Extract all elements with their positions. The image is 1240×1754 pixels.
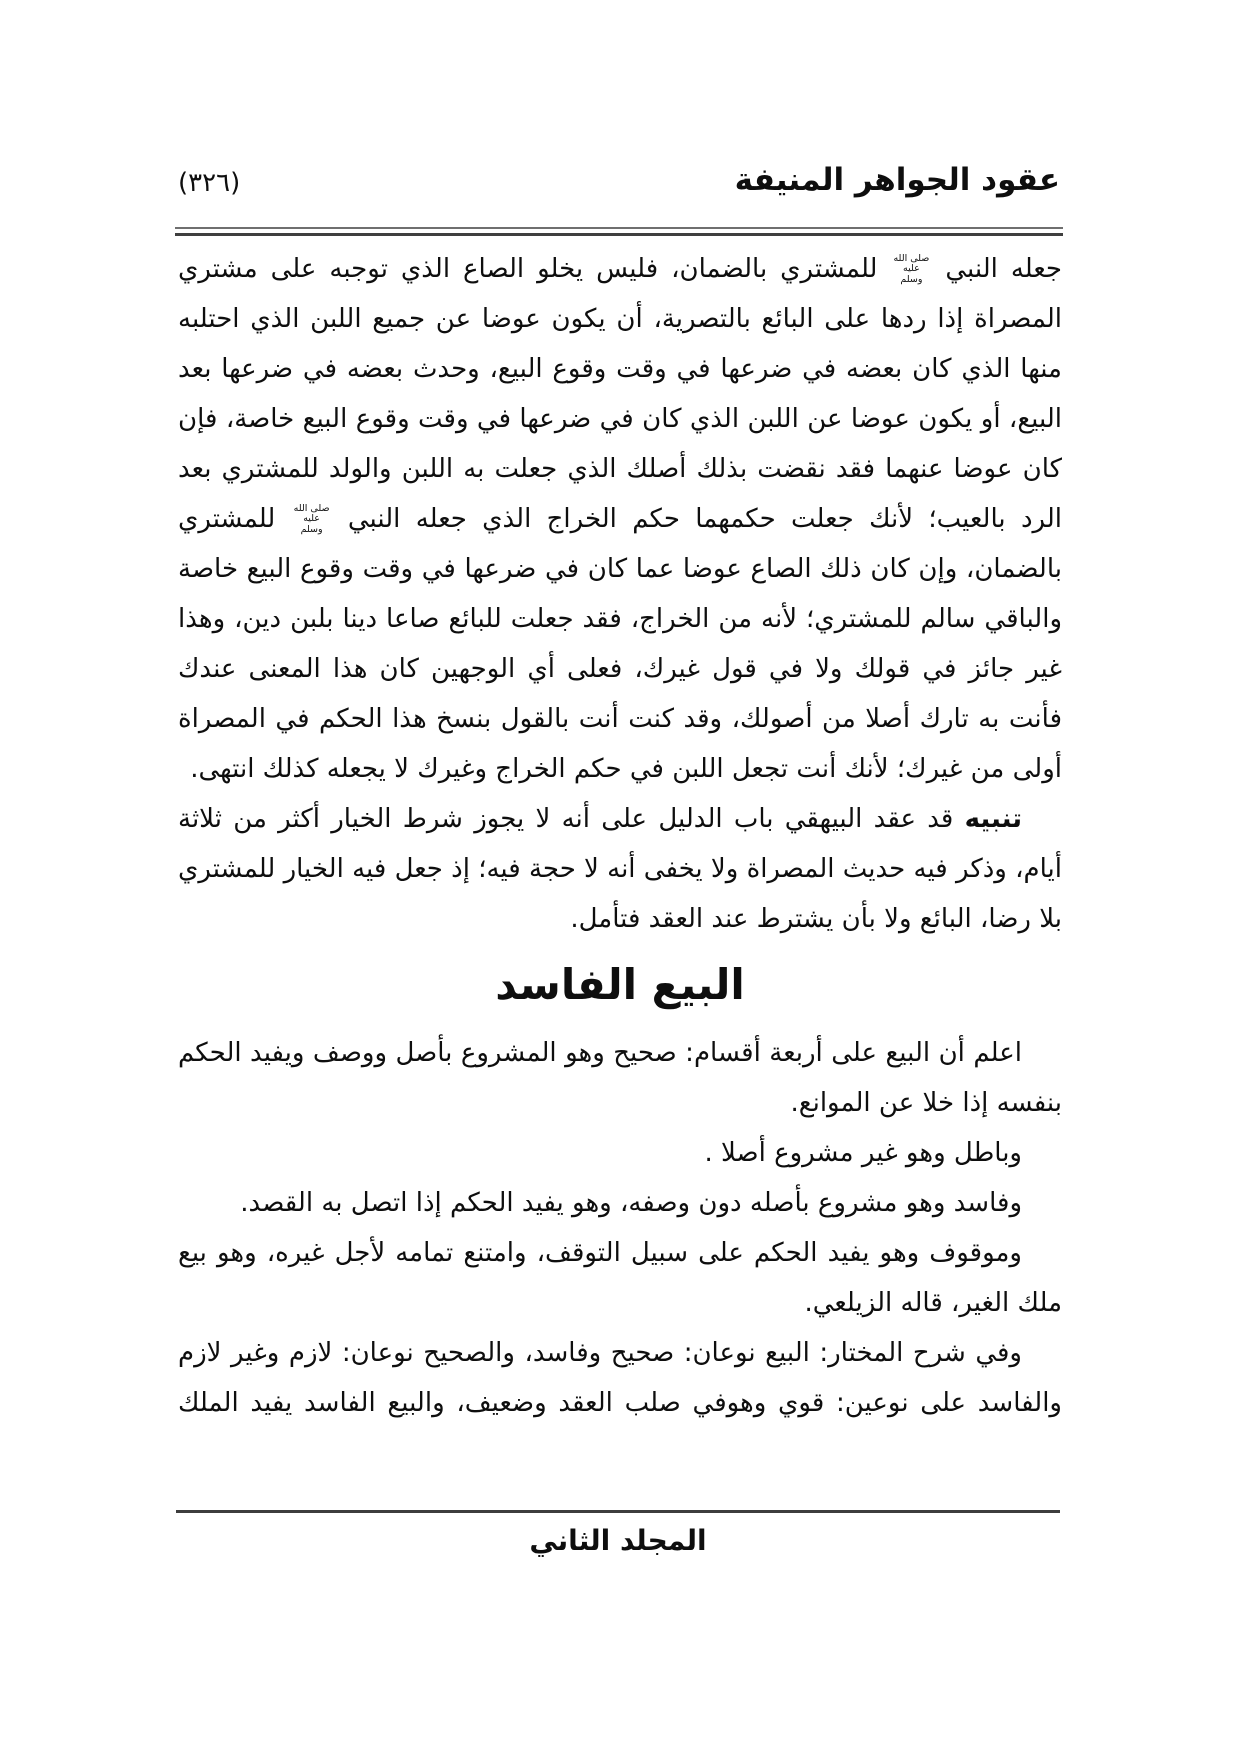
tanbih-label: تنبيه (964, 804, 1022, 834)
header-rule (175, 227, 1063, 236)
page-footer (176, 1510, 1060, 1561)
pbuh-honorific-icon: صلى الله عليه وسلم (893, 253, 930, 285)
page-header (178, 160, 1060, 200)
tanbih-text: قد عقد البيهقي باب الدليل على أنه لا يجوز شرط الخيار أكثر من ثلاثة أيام، وذكر فيه حديث المصراة ولا يخفى أنه لا حجة فيه؛ إذ جعل فيه الخيار للمشتري بلا رضا، البائع ولا بأن يشترط عند العقد فتأمل. (178, 804, 1062, 934)
paragraph-tanbih (178, 794, 1062, 944)
paragraph-fasid: وفاسد وهو مشروع بأصله دون وصفه، وهو يفيد الحكم إذا اتصل به القصد. (240, 1188, 1022, 1218)
paragraph-milk-compensation: جعله النبي صلى الله عليه وسلم للمشتري بالضمان، فليس يخلو الصاع الذي توجبه على مشتري المصراة إذا ردها على البائع بالتصرية، أن يكون عوضا عن جميع اللبن الذي احتلبه منها الذي كان بعضه في ضرعها في وقت وقوع البيع، وحدث بعضه في ضرعها بعد البيع، أو يكون عوضا عن اللبن الذي كان في ضرعها في وقت وقوع البيع خاصة، فإن كان عوضا عنهما فقد نقضت بذلك أصلك الذي جعلت به اللبن والولد للمشتري بعد الرد بالعيب؛ لأنك جعلت حكمهما حكم الخراج الذي جعله النبي صلى الله عليه وسلم للمشتري بالضمان، وإن كان ذلك الصاع عوضا عما كان في ضرعها في وقت وقوع البيع خاصة والباقي سالم للمشتري؛ لأنه من الخراج، فقد جعلت للبائع صاعا دينا بلبن دين، وهذا غير جائز في قولك ولا في قول غيرك، فعلى أي الوجهين كان هذا المعنى عندك فأنت به تارك أصلا من أصولك، وقد كنت أنت بالقول بنسخ هذا الحكم في المصراة أولى من غيرك؛ لأنك أنت تجعل اللبن في حكم الخراج وغيرك لا يجعله كذلك انتهى. (178, 253, 1062, 784)
paragraph-mawquf: وموقوف وهو يفيد الحكم على سبيل التوقف، وامتنع تمامه لأجل غيره، وهو بيع ملك الغير، قاله الزيلعي. (178, 1238, 1062, 1318)
page-body (178, 244, 1062, 1506)
paragraph-batil: وباطل وهو غير مشروع أصلا . (704, 1138, 1022, 1168)
paragraph-sharh-mukhtar: وفي شرح المختار: البيع نوعان: صحيح وفاسد، والصحيح نوعان: لازم وغير لازم والفاسد على نوعين: قوي وهوفي صلب العقد وضعيف، والبيع الفاسد يفيد الملك (178, 1338, 1062, 1418)
book-title: عقود الجواهر المنيفة (734, 162, 1060, 198)
volume-label: المجلد الثاني (529, 1524, 707, 1557)
pbuh-honorific-icon: صلى الله عليه وسلم (293, 503, 330, 535)
page-number: (٣٢٦) (178, 167, 241, 198)
paragraph-four-types: اعلم أن البيع على أربعة أقسام: صحيح وهو المشروع بأصل ووصف ويفيد الحكم بنفسه إذا خلا عن الموانع. (178, 1038, 1062, 1118)
section-heading: البيع الفاسد (495, 960, 745, 1009)
footer-rule (176, 1510, 1060, 1513)
